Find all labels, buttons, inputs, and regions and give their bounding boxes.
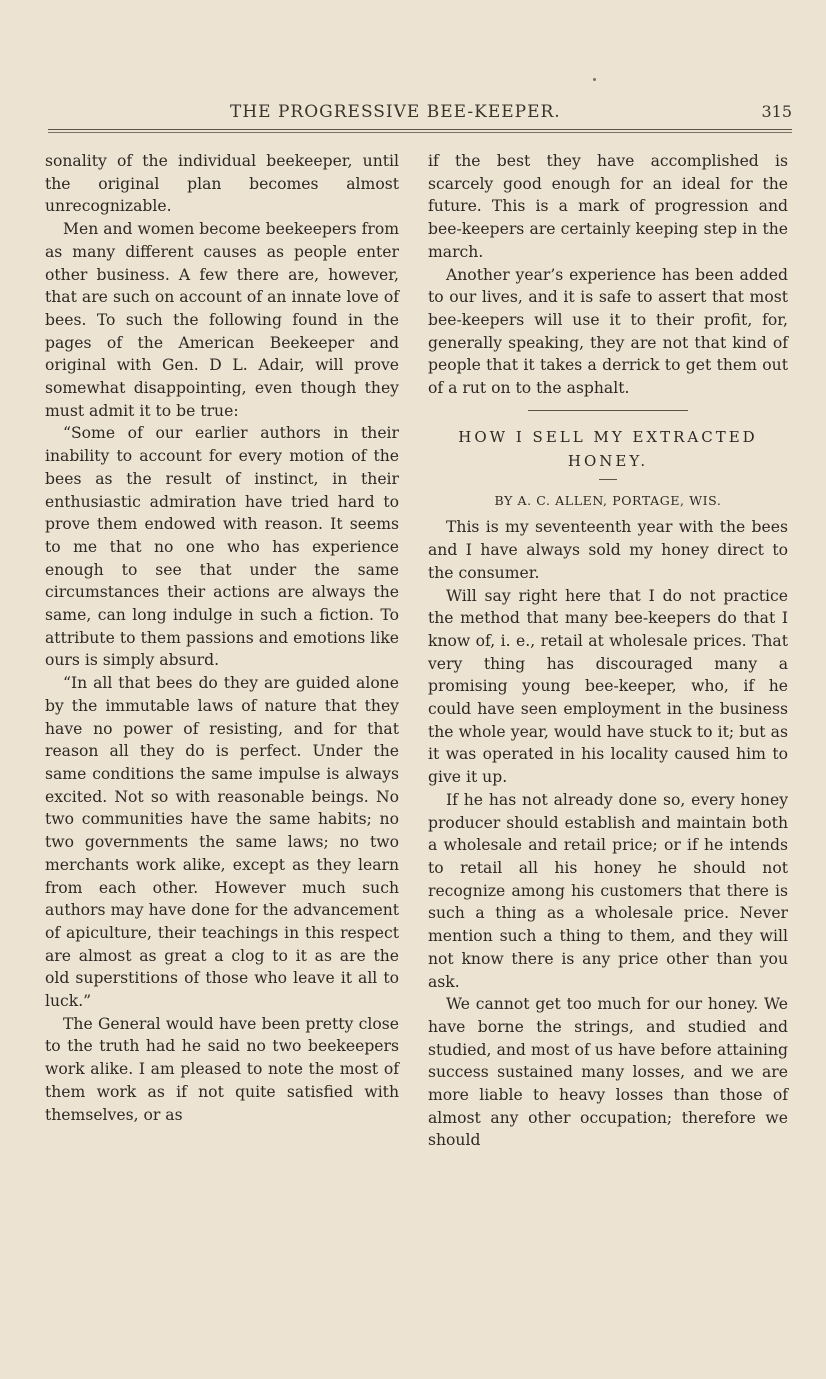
header-rule-secondary — [48, 132, 792, 133]
left-column — [45, 150, 399, 1126]
paragraph: If he has not already done so, every honey producer should establish and maintain both a wholesale and retail price; or if he intends to retail all his honey he should not recognize among his customers that there is such a thing as a wholesale price. Never mention such a thing to them, and they will not know there is any price other than you ask. — [428, 790, 788, 991]
paragraph: This is my seventeenth year with the bees and I have always sold my honey direct to the consumer. — [428, 518, 788, 582]
section-divider — [528, 410, 688, 411]
running-header — [40, 102, 792, 132]
paragraph: The General would have been pretty close to the truth had he said no two beekeepers work alike. I am pleased to note the most of them work as if not quite satisfied with themselves, or as — [45, 1014, 399, 1124]
paragraph: Will say right here that I do not practice the method that many bee-keepers do that I know of, i. e., retail at wholesale prices. That very thing has discouraged many a promising young bee-keeper, who, if he could have seen employment in the business the whole year, would have stuck to it; but as it was operated in his locality caused him to give it up. — [428, 586, 788, 787]
paragraph: We cannot get too much for our honey. We have borne the strings, and studied and studied, and most of us have before attaining success sustained many losses, and we are more liable to heavy losses than those of almost any other occupation; therefore we should — [428, 995, 788, 1150]
paragraph: if the best they have accomplished is scarcely good enough for an ideal for the future. This is a mark of progression and bee-keepers are certainly keeping step in the march. — [428, 152, 788, 261]
article-title: HOW I SELL MY EXTRACTED HONEY. — [458, 427, 758, 470]
journal-title: THE PROGRESSIVE BEE-KEEPER. — [230, 102, 561, 122]
right-column — [428, 150, 788, 1152]
quotation-paragraph: “Some of our earlier authors in their inability to account for every motion of the bees as the result of instinct, in their enthusiastic admiration have tried hard to prove them endowed with reason. It seems to me that no one who has experience enough to see that under the same circumstances their actions are always the same, can long indulge in such a fiction. To attribute to them passions and emotions like ours is simply absurd. — [45, 424, 399, 670]
header-rule — [48, 129, 792, 130]
title-dash — [599, 479, 617, 480]
page-speck — [593, 78, 596, 81]
article-byline: BY A. C. ALLEN, PORTAGE, WIS. — [494, 492, 722, 508]
paragraph: Men and women become beekeepers from as many different causes as people enter other business. A few there are, however, that are such on account of an innate love of bees. To such the following found in the pages of the American Beekeeper and original with Gen. D L. Adair, will prove somewhat disappointing, even though they must admit it to be true: — [45, 220, 399, 420]
quotation-paragraph: “In all that bees do they are guided alone by the immutable laws of nature that they have no power of resisting, and for that reason all they do is perfect. Under the same conditions the same impulse is always excited. Not so with reasonable beings. No two communities have the same habits; no two governments the same laws; no two merchants work alike, except as they learn from each other. However much such authors may have done for the advancement of apiculture, their teachings in this respect are almost as great a clog to it as are the old superstitions of those who leave it all to luck.” — [45, 674, 399, 1011]
paragraph: Another year’s experience has been added to our lives, and it is safe to assert that most bee-keepers will use it to their profit, for, generally speaking, they are not that kind of people that it takes a derrick to get them out of a rut on to the asphalt. — [428, 265, 788, 398]
page-number: 315 — [761, 102, 792, 121]
paragraph: sonality of the individual beekeeper, until the original plan becomes almost unrecognizable. — [45, 152, 399, 216]
